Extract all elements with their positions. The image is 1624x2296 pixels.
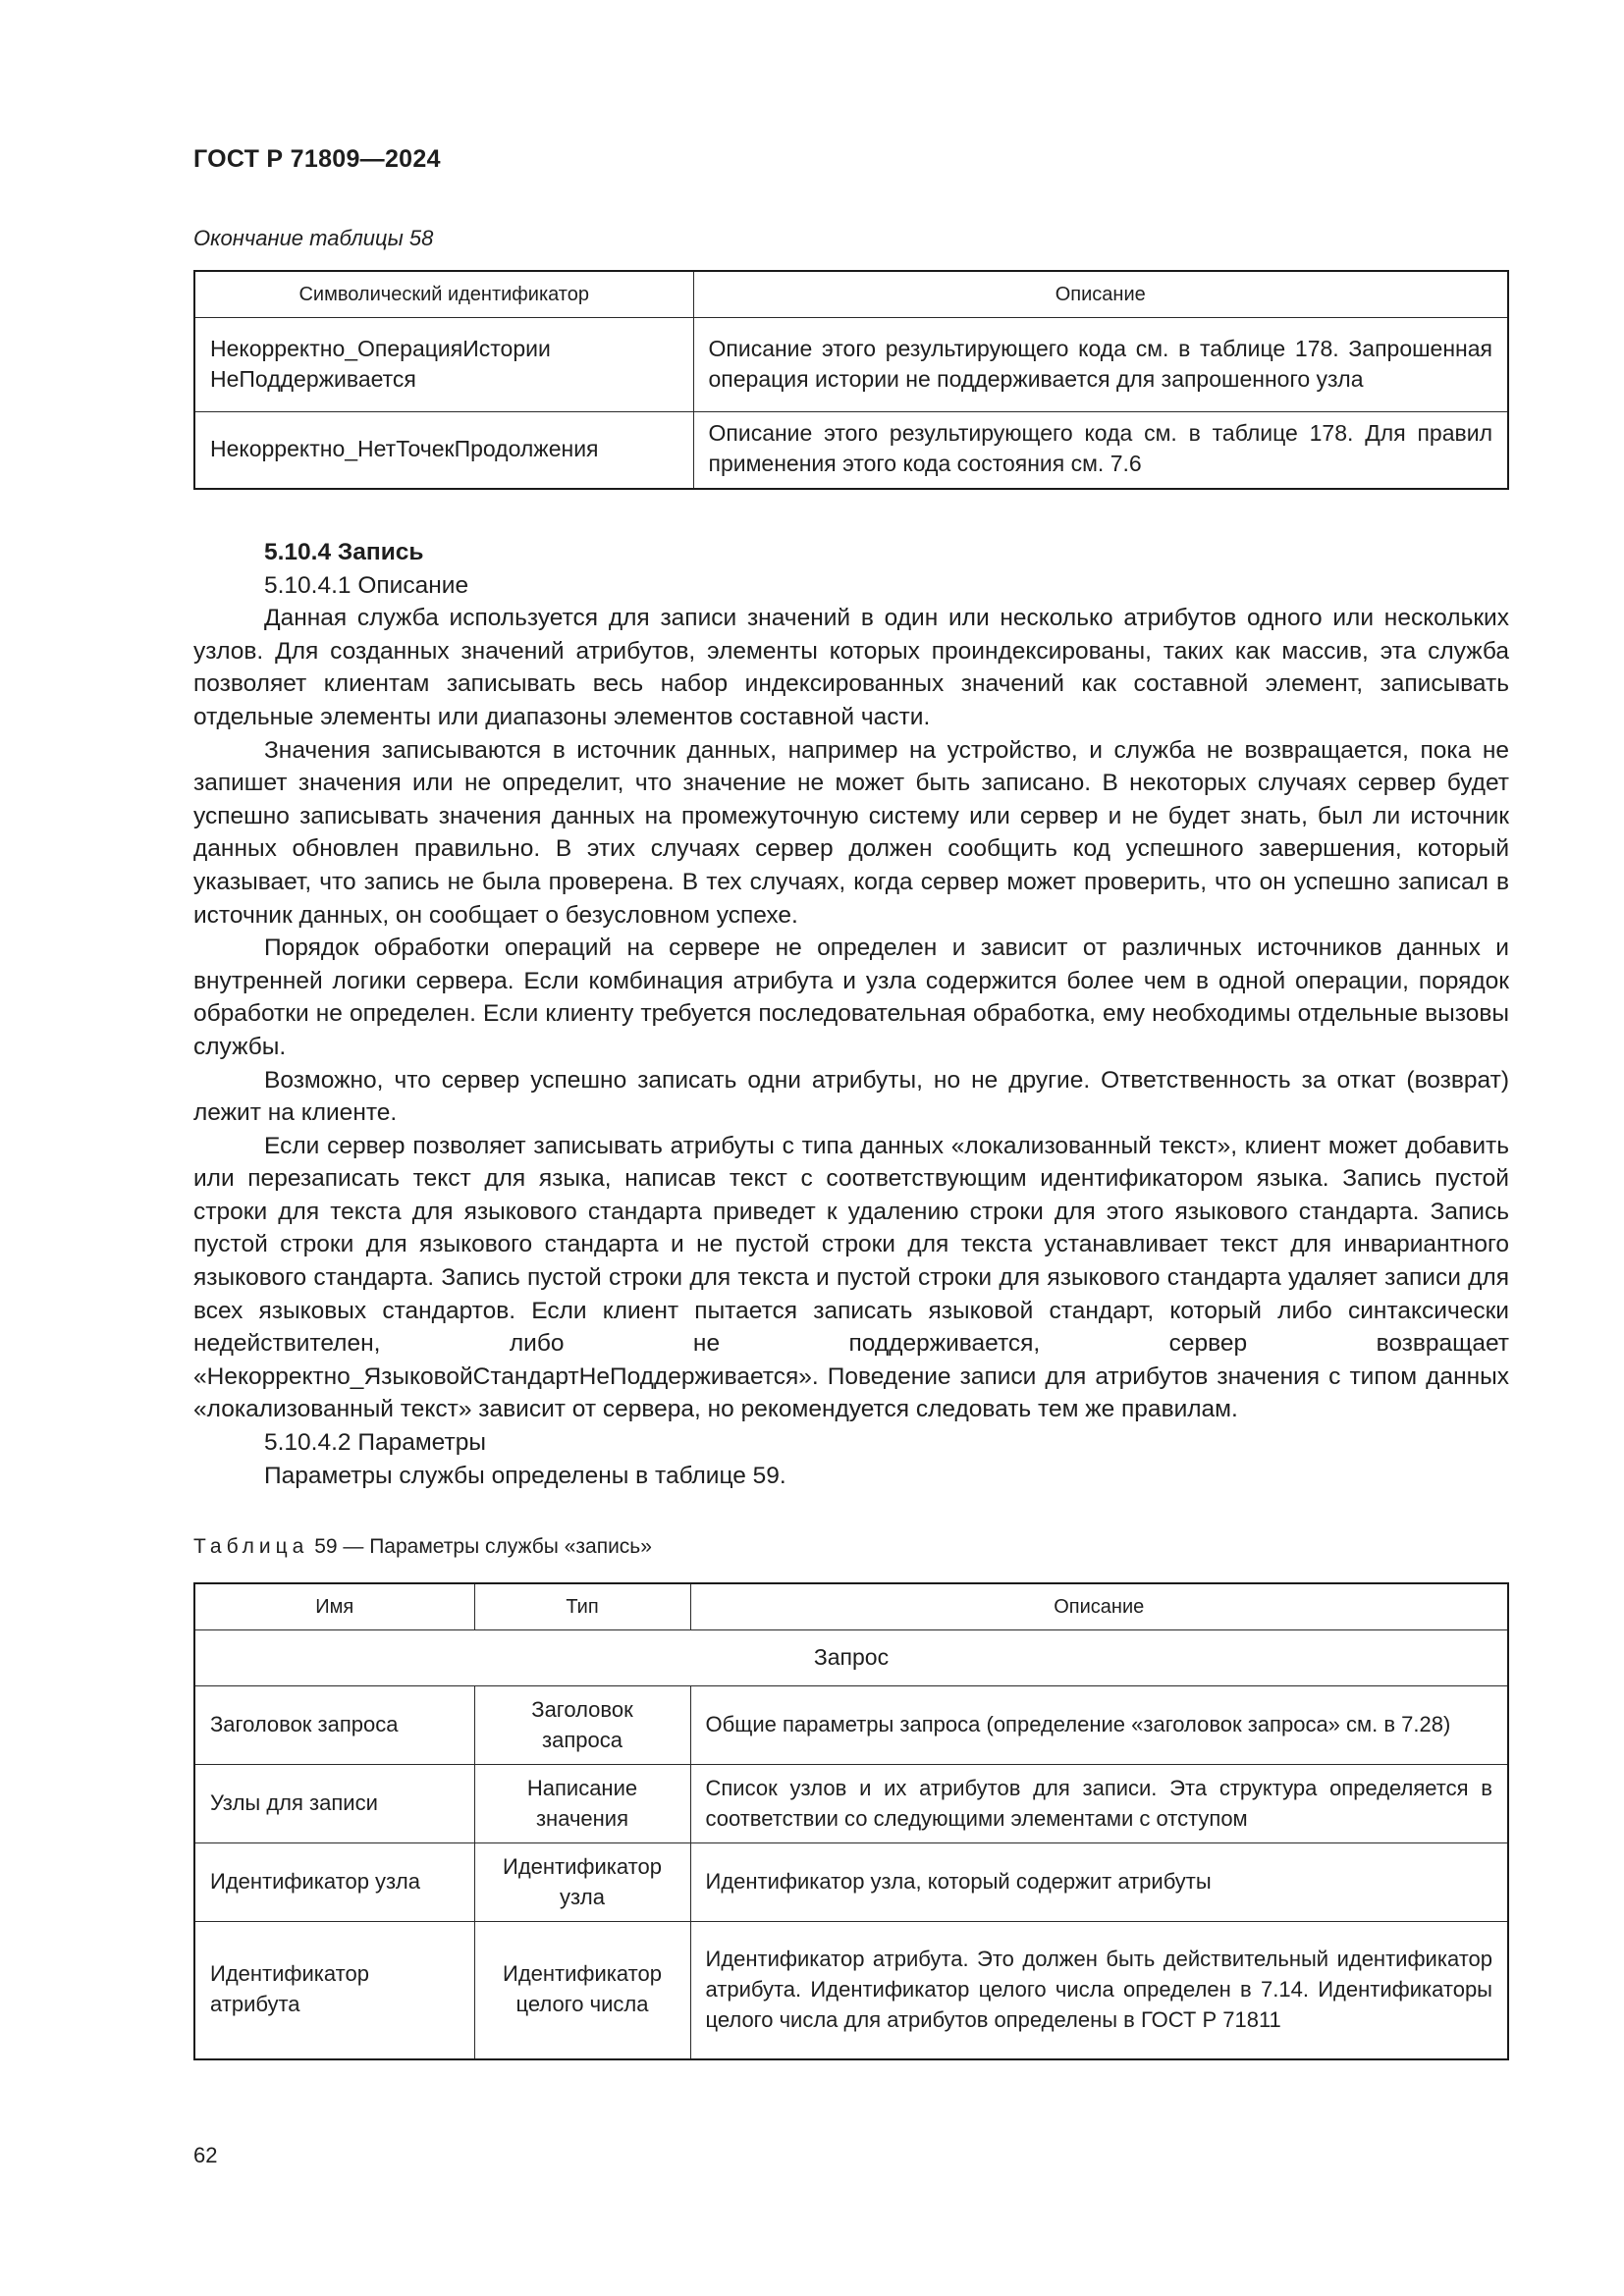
paragraph: Возможно, что сервер успешно записать одни атрибуты, но не другие. Ответственность за откат (возврат) лежит на клиенте. xyxy=(193,1066,1509,1127)
table-row xyxy=(194,1686,1508,1765)
paragraph: Если сервер позволяет записывать атрибуты с типа данных «локализованный текст», клиент может добавить или перезаписать текст для языка, написав текст с соответствующим идентификатором языка. Запись пустой строки для текста для языкового стандарта приведет к удалению строки для этого языкового стандарта. Запись пустой строки для языкового стандарта и не пустой строки для текста устанавливает текст для инвариантного языкового стандарта. Запись пустой строки для текста и пустой строки для языкового стандарта удаляет записи для всех языковых стандартов. Если клиент пытается записать языковой стандарт, который либо синтаксически недействителен, либо не поддерживается, сервер возвращает «Некорректно_ЯзыковойСтандартНеПоддерживается». Поведение записи для атрибутов значения с типом данных «локализованный текст» зависит от сервера, но рекомендуется следовать тем же правилам. xyxy=(193,1132,1509,1423)
param-name-cell: Заголовок запроса xyxy=(194,1686,474,1765)
table-caption-text: 59 — Параметры службы «запись» xyxy=(314,1535,652,1558)
param-type-cell: Идентификатор узла xyxy=(474,1843,690,1922)
page-number: 62 xyxy=(193,2143,218,2167)
table-group-row xyxy=(194,1630,1508,1686)
table-row xyxy=(194,318,1508,412)
param-type-cell: Идентификатор целого числа xyxy=(474,1922,690,2059)
column-header: Тип xyxy=(474,1583,690,1630)
section-heading: 5.10.4 Запись xyxy=(264,539,424,565)
param-description-cell: Идентификатор узла, который содержит атрибуты xyxy=(690,1843,1508,1922)
paragraph: Параметры службы определены в таблице 59. xyxy=(264,1462,786,1489)
symbolic-id-cell: Некорректно_НетТочекПродолжения xyxy=(194,412,693,489)
param-type-cell: Написание значения xyxy=(474,1765,690,1843)
symbolic-id-cell: Некорректно_ОперацияИстории НеПоддерживается xyxy=(194,318,693,412)
table-row xyxy=(194,1843,1508,1922)
param-description-cell: Список узлов и их атрибутов для записи. Эта структура определяется в соответствии со следующими элементами с отступом xyxy=(690,1765,1508,1843)
table-58 xyxy=(193,270,1509,490)
paragraph: Порядок обработки операций на сервере не определен и зависит от различных источников данных и внутренней логики сервера. Если комбинация атрибута и узла содержится более чем в одной операции, порядок обработки не определен. Если клиенту требуется последовательная обработка, ему необходимы отдельные вызовы службы. xyxy=(193,934,1509,1060)
paragraph: Данная служба используется для записи значений в один или несколько атрибутов одного или нескольких узлов. Для созданных значений атрибутов, элементы которых проиндексированы, таких как массив, эта служба позволяет клиентам записывать весь набор индексированных значений как составной элемент, записывать отдельные элементы или диапазоны элементов составной части. xyxy=(193,605,1509,730)
table-59 xyxy=(193,1582,1509,2060)
subsection-heading: 5.10.4.1 Описание xyxy=(264,571,469,599)
standard-header: ГОСТ Р 71809—2024 xyxy=(193,145,441,173)
column-header: Описание xyxy=(690,1583,1508,1630)
param-type-cell: Заголовок запроса xyxy=(474,1686,690,1765)
table-row xyxy=(194,412,1508,489)
param-description-cell: Общие параметры запроса (определение «заголовок запроса» см. в 7.28) xyxy=(690,1686,1508,1765)
param-name-cell: Идентификатор атрибута xyxy=(194,1922,474,2059)
param-name-cell: Узлы для записи xyxy=(194,1765,474,1843)
description-cell: Описание этого результирующего кода см. в таблице 178. Для правил применения этого кода состояния см. 7.6 xyxy=(693,412,1508,489)
param-name-cell: Идентификатор узла xyxy=(194,1843,474,1922)
table-caption xyxy=(193,1535,652,1559)
group-label: Запрос xyxy=(194,1630,1508,1686)
table-row xyxy=(194,1922,1508,2059)
description-cell: Описание этого результирующего кода см. в таблице 178. Запрошенная операция истории не поддерживается для запрошенного узла xyxy=(693,318,1508,412)
column-header: Имя xyxy=(194,1583,474,1630)
column-header: Описание xyxy=(693,271,1508,318)
table-caption-word: Таблица xyxy=(193,1535,309,1558)
paragraph: Значения записываются в источник данных, например на устройство, и служба не возвращается, пока не запишет значения или не определит, что значение не может быть записано. В некоторых случаях сервер будет успешно записывать значения данных на промежуточную систему или сервер и не будет знать, был ли источник данных обновлен правильно. В этих случаях сервер должен сообщить код успешного завершения, который указывает, что запись не была проверена. В тех случаях, когда сервер может проверить, что он успешно записал в источник данных, он сообщает о безусловном успехе. xyxy=(193,736,1509,929)
param-description-cell: Идентификатор атрибута. Это должен быть действительный идентификатор атрибута. Идентификатор целого числа определен в 7.14. Идентификаторы целого числа для атрибутов определены в ГОСТ Р 71811 xyxy=(690,1922,1508,2059)
section-5-10-4 xyxy=(193,536,1509,1492)
table-row xyxy=(194,1765,1508,1843)
subsection-heading: 5.10.4.2 Параметры xyxy=(264,1429,486,1457)
column-header: Символический идентификатор xyxy=(194,271,693,318)
table-continuation-label: Окончание таблицы 58 xyxy=(193,226,434,250)
